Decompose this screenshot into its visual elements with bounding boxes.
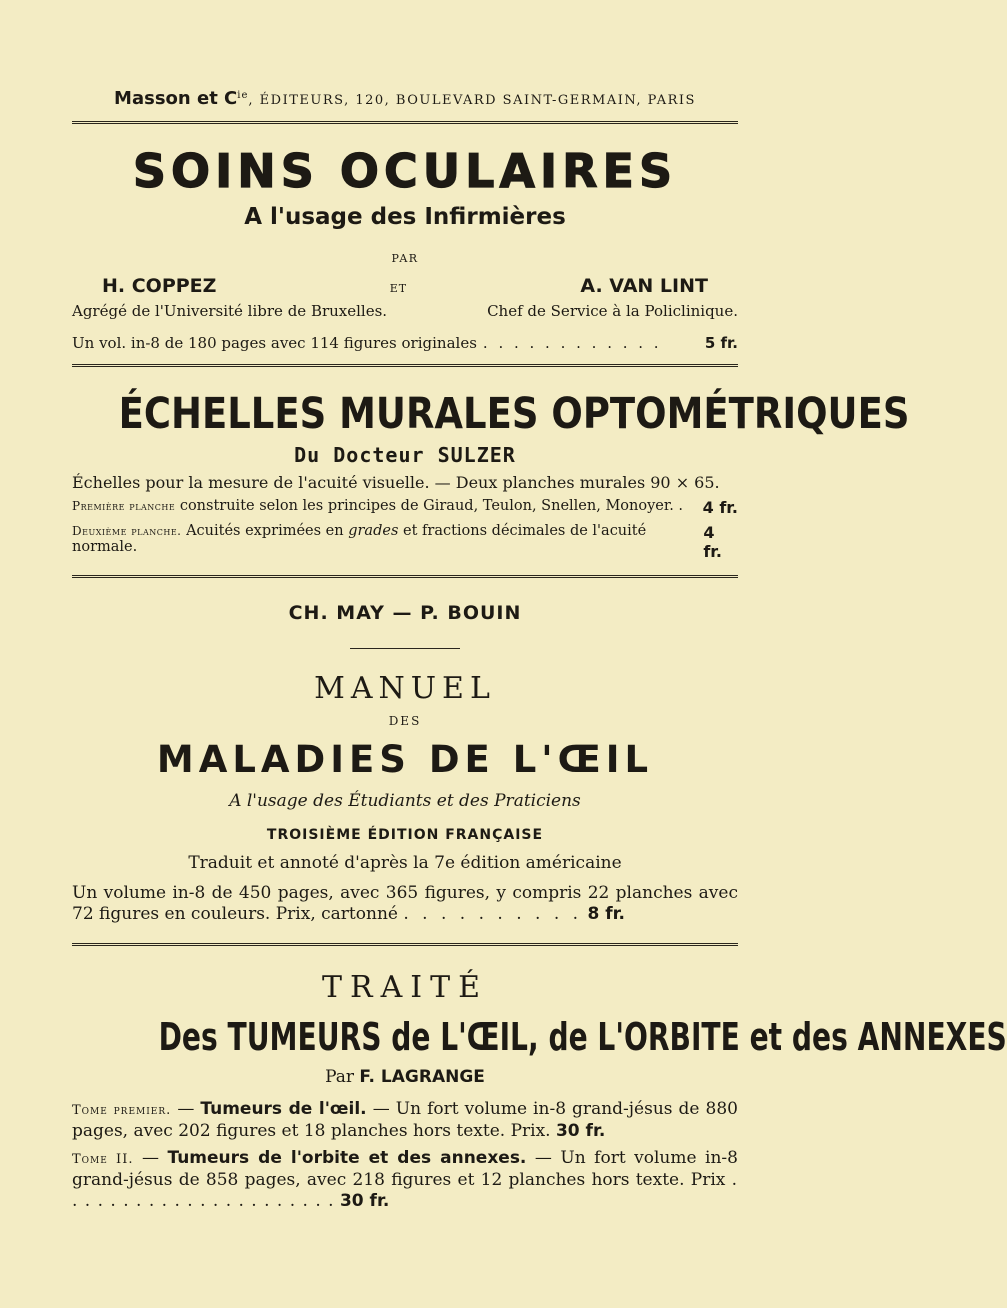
tome-2-label: Tome II.: [72, 1152, 134, 1167]
soins-price: 5 fr.: [704, 334, 738, 352]
traite-subject: Des TUMEURS de L'ŒIL, de L'ORBITE et des ANNEXES: [158, 1015, 1007, 1059]
manuel-price: 8 fr.: [587, 904, 626, 924]
manuel-desc-block: [72, 883, 738, 925]
publisher-header: [72, 0, 738, 109]
manuel-des: DES: [388, 714, 422, 728]
echelles-rule: [72, 575, 738, 578]
tome-2-dots: . . . . . . . . . . . . . . . . . . . . . .: [72, 1170, 738, 1211]
planche-1-label: Première planche: [72, 499, 176, 513]
soins-price-line: [72, 334, 738, 352]
manuel-audience: A l'usage des Étudiants et des Praticiens: [229, 791, 581, 811]
soins-affil-2: Chef de Service à la Policlinique.: [487, 302, 738, 320]
soins-affiliations: [72, 302, 738, 320]
traite-tome-2: [72, 1148, 738, 1212]
traite-par: Par: [325, 1067, 355, 1087]
echelles-planche-1: [72, 498, 738, 517]
traite-title: TRAITÉ: [321, 970, 489, 1005]
publisher-sup: ie: [237, 90, 249, 101]
tome-2-price: 30 fr.: [339, 1191, 390, 1211]
manuel-desc: Un volume in-8 de 450 pages, avec 365 figures, y compris 22 planches avec 72 figures en couleurs. Prix, cartonné: [72, 883, 738, 924]
soins-par: PAR: [391, 252, 419, 265]
planche-1-price: 4 fr.: [702, 498, 738, 517]
manuel-subject: MALADIES DE L'ŒIL: [156, 738, 654, 781]
soins-author-2: A. VAN LINT: [580, 275, 708, 297]
traite-author: F. LAGRANGE: [359, 1067, 485, 1087]
echelles-title: ÉCHELLES MURALES OPTOMÉTRIQUES: [118, 389, 910, 439]
tome-2-dash: —: [133, 1148, 168, 1168]
planche-2-price: 4 fr.: [703, 523, 722, 561]
soins-desc: Un vol. in-8 de 180 pages avec 114 figures originales: [72, 334, 477, 352]
manuel-dots: . . . . . . . . . .: [403, 904, 583, 924]
tome-2-text: — Un fort volume in-8 grand-jésus de 858 pages, avec 218 figures et 12 planches hors texte. Prix: [72, 1148, 738, 1190]
soins-authors: [72, 275, 738, 297]
tome-1-price: 30 fr.: [555, 1121, 606, 1141]
soins-rule: [72, 364, 738, 367]
soins-et: ET: [389, 282, 408, 295]
traite-author-line: [72, 1067, 738, 1087]
publisher-name: Masson et C: [114, 88, 238, 109]
manuel-edition: TROISIÈME ÉDITION FRANÇAISE: [266, 827, 544, 843]
soins-subtitle: A l'usage des Infirmières: [244, 204, 566, 230]
manuel-translated: Traduit et annoté d'après la 7e édition américaine: [188, 853, 622, 873]
soins-title: SOINS OCULAIRES: [132, 144, 678, 198]
manuel-title: MANUEL: [314, 671, 496, 706]
manuel-rule: [72, 943, 738, 946]
soins-dots: . . . . . . . . . . . .: [482, 334, 662, 352]
planche-2-label: Deuxième planche.: [72, 524, 182, 538]
tome-2-title: Tumeurs de l'orbite et des annexes.: [167, 1148, 527, 1168]
manuel-authors: CH. MAY — P. BOUIN: [288, 602, 522, 624]
soins-author-1: H. COPPEZ: [102, 275, 217, 297]
publisher-address: , ÉDITEURS, 120, BOULEVARD SAINT-GERMAIN, PARIS: [248, 93, 696, 108]
soins-affil-1: Agrégé de l'Université libre de Bruxelles.: [72, 302, 388, 320]
tome-1-label: Tome premier.: [72, 1103, 172, 1118]
planche-2-text-b: et fractions décimales de l'acuité normale.: [72, 523, 647, 555]
echelles-author: Du Docteur SULZER: [294, 443, 516, 467]
planche-1-text: construite selon les principes de Giraud, Teulon, Snellen, Monoyer. .: [175, 498, 684, 514]
planche-2-text-a: Acuités exprimées en: [181, 523, 349, 539]
planche-2-italic: grades: [348, 523, 399, 539]
manuel-short-rule: [350, 648, 460, 649]
echelles-desc: Échelles pour la mesure de l'acuité visuelle. — Deux planches murales 90 × 65.: [72, 473, 720, 492]
echelles-planche-2: [72, 523, 738, 561]
tome-1-text: — Un fort volume in-8 grand-jésus de 880 pages, avec 202 figures et 18 planches hors texte. Prix.: [72, 1099, 738, 1141]
tome-1-dash: —: [171, 1099, 201, 1119]
tome-1-title: Tumeurs de l'œil.: [200, 1099, 367, 1119]
traite-tome-1: [72, 1099, 738, 1142]
header-rule: [72, 121, 738, 124]
